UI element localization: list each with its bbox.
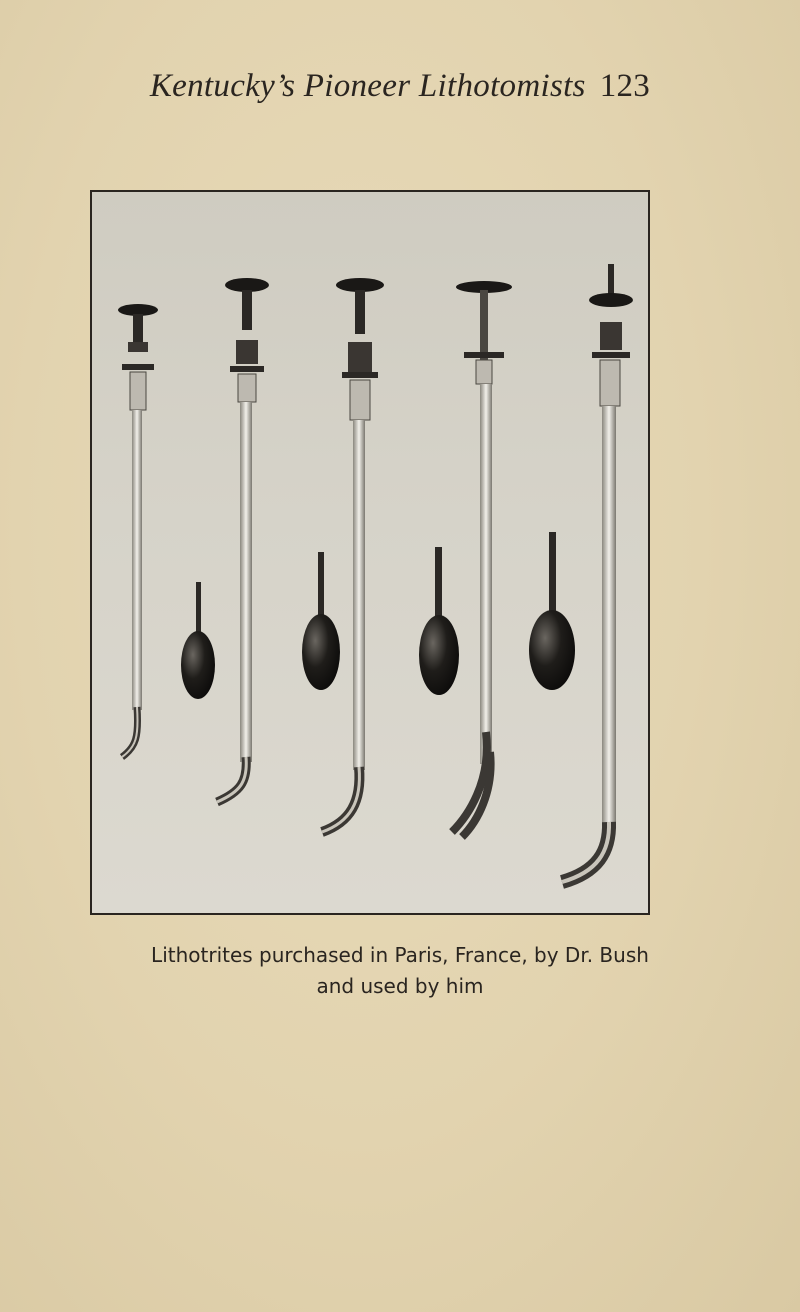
- lithotrites-photograph: [92, 192, 648, 913]
- stone-holder-4: [529, 532, 575, 690]
- running-head-title: Kentucky’s Pioneer Lithotomists: [149, 68, 586, 104]
- lithotrite-1: [118, 304, 158, 757]
- stone-holder-1: [181, 582, 215, 699]
- photo-plate: [90, 190, 650, 915]
- page-number: 123: [599, 68, 651, 104]
- lithotrite-2: [217, 278, 269, 802]
- lithotrite-4: [452, 281, 512, 837]
- lithotrite-5: [562, 264, 633, 882]
- lithotrite-3: [322, 278, 384, 832]
- stone-holder-3: [419, 547, 459, 695]
- caption-line-1: Lithotrites purchased in Paris, France, by Dr. Bush: [151, 943, 649, 967]
- running-head: [0, 68, 800, 105]
- stone-holder-2: [302, 552, 340, 690]
- caption-line-2: and used by him: [316, 974, 484, 998]
